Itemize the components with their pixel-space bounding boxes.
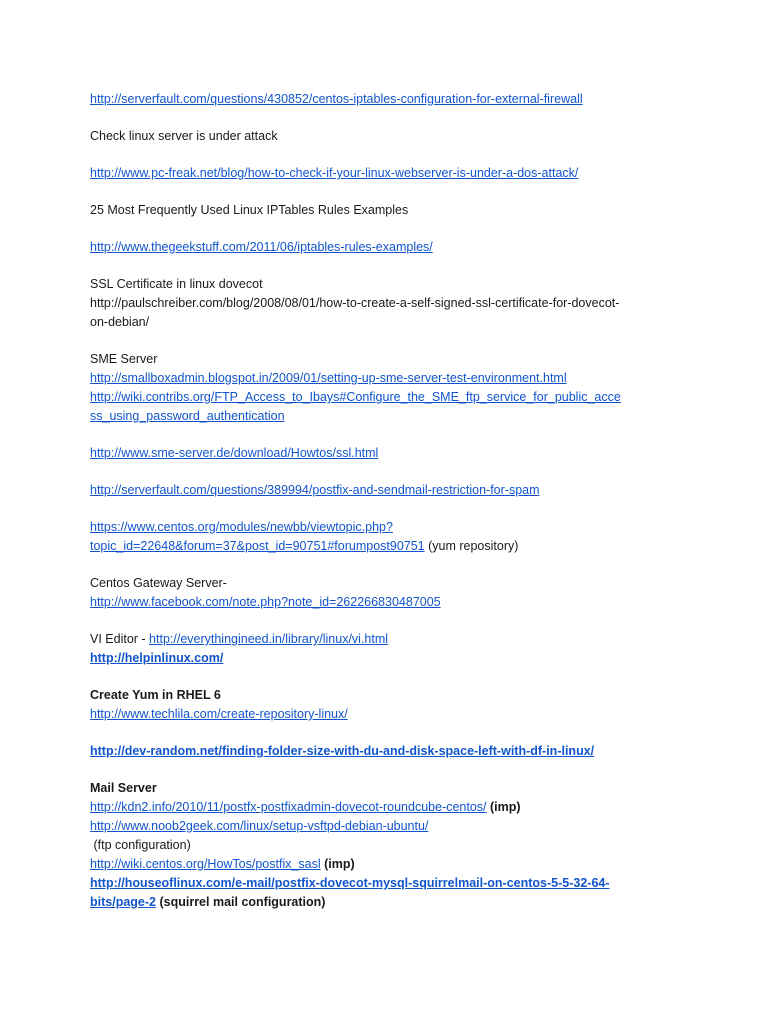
- entry-wiki-centos-sasl: [90, 855, 680, 874]
- entry-vi-editor: [90, 630, 680, 649]
- link-sme-server-ssl[interactable]: http://www.sme-server.de/download/Howtos/ssl.html: [90, 446, 379, 460]
- link-smallboxadmin-sme[interactable]: http://smallboxadmin.blogspot.in/2009/01/setting-up-sme-server-test-environment.html: [90, 371, 567, 385]
- entry-helpinlinux: [90, 649, 680, 668]
- link-wiki-contribs-ftp-line1[interactable]: http://wiki.contribs.org/FTP_Access_to_Ibays#Configure_the_SME_ftp_service_for_public_acce: [90, 390, 621, 404]
- link-pc-freak-dos-attack[interactable]: http://www.pc-freak.net/blog/how-to-check-if-your-linux-webserver-is-under-a-dos-attack/: [90, 166, 579, 180]
- link-houseoflinux-line2[interactable]: bits/page-2: [90, 895, 156, 909]
- heading-create-yum-rhel6: Create Yum in RHEL 6: [90, 688, 221, 702]
- link-centos-forum-line2[interactable]: topic_id=22648&forum=37&post_id=90751#forumpost90751: [90, 539, 425, 553]
- heading-check-linux-under-attack: Check linux server is under attack: [90, 129, 278, 143]
- entry-wiki-contribs-ftp: [90, 388, 680, 407]
- link-thegeekstuff-iptables[interactable]: http://www.thegeekstuff.com/2011/06/iptables-rules-examples/: [90, 240, 433, 254]
- document-body: [90, 90, 680, 912]
- entry-wiki-contribs-ftp-cont: [90, 407, 680, 426]
- spacer: [90, 146, 680, 164]
- spacer: [90, 724, 680, 742]
- entry-smallboxadmin: [90, 369, 680, 388]
- link-noob2geek-vsftpd[interactable]: http://www.noob2geek.com/linux/setup-vsftpd-debian-ubuntu/: [90, 819, 429, 833]
- entry-serverfault-postfix: [90, 481, 680, 500]
- entry-centos-forum-cont: [90, 537, 680, 556]
- entry-pc-freak-dos: [90, 164, 680, 183]
- heading-sme-server: SME Server: [90, 352, 158, 366]
- heading-mail-server: Mail Server: [90, 781, 157, 795]
- spacer: [90, 612, 680, 630]
- spacer: [90, 220, 680, 238]
- link-facebook-note[interactable]: http://www.facebook.com/note.php?note_id=262266830487005: [90, 595, 441, 609]
- link-kdn2-postfix[interactable]: http://kdn2.info/2010/11/postfx-postfixadmin-dovecot-roundcube-centos/: [90, 800, 487, 814]
- entry-houseoflinux-cont: [90, 893, 680, 912]
- link-wiki-centos-postfix-sasl[interactable]: http://wiki.centos.org/HowTos/postfix_sasl: [90, 857, 321, 871]
- heading-ssl-dovecot: SSL Certificate in linux dovecot: [90, 277, 263, 291]
- note-yum-repository: (yum repository): [424, 539, 519, 553]
- link-dev-random-du-df[interactable]: http://dev-random.net/finding-folder-size-with-du-and-disk-space-left-with-df-in-linux/: [90, 744, 595, 758]
- link-techlila-repository[interactable]: http://www.techlila.com/create-repository-linux/: [90, 707, 348, 721]
- link-houseoflinux-line1[interactable]: http://houseoflinux.com/e-mail/postfix-dovecot-mysql-squirrelmail-on-centos-5-5-32-64-: [90, 876, 610, 890]
- link-centos-forum-line1[interactable]: https://www.centos.org/modules/newbb/viewtopic.php?: [90, 520, 393, 534]
- heading-iptables-rules-examples: 25 Most Frequently Used Linux IPTables Rules Examples: [90, 203, 409, 217]
- note-squirrel-mail-configuration: (squirrel mail configuration): [156, 895, 326, 909]
- spacer: [90, 332, 680, 350]
- spacer: [90, 668, 680, 686]
- entry-iptables-external-firewall: [90, 90, 680, 109]
- spacer: [90, 500, 680, 518]
- spacer: [90, 109, 680, 127]
- spacer: [90, 556, 680, 574]
- note-imp: (imp): [486, 800, 521, 814]
- spacer: [90, 761, 680, 779]
- entry-houseoflinux: [90, 874, 680, 893]
- link-helpinlinux[interactable]: http://helpinlinux.com/: [90, 651, 224, 665]
- label-vi-editor: VI Editor -: [90, 632, 150, 646]
- entry-facebook-note: [90, 593, 680, 612]
- link-everythingineed-vi[interactable]: http://everythingineed.in/library/linux/vi.html: [149, 632, 389, 646]
- heading-centos-gateway: Centos Gateway Server-: [90, 576, 227, 590]
- text-paulschreiber-url-line1: http://paulschreiber.com/blog/2008/08/01/how-to-create-a-self-signed-ssl-certificate-for-dovecot-: [90, 296, 620, 310]
- entry-centos-forum: [90, 518, 680, 537]
- spacer: [90, 257, 680, 275]
- link-wiki-contribs-ftp-line2[interactable]: ss_using_password_authentication: [90, 409, 285, 423]
- entry-techlila: [90, 705, 680, 724]
- note-imp: (imp): [320, 857, 355, 871]
- spacer: [90, 183, 680, 201]
- entry-thegeekstuff: [90, 238, 680, 257]
- spacer: [90, 463, 680, 481]
- note-ftp-configuration: (ftp configuration): [90, 838, 191, 852]
- text-paulschreiber-url-line2: on-debian/: [90, 315, 150, 329]
- entry-noob2geek: [90, 817, 680, 836]
- link-serverfault-postfix-spam[interactable]: http://serverfault.com/questions/389994/postfix-and-sendmail-restriction-for-spam: [90, 483, 540, 497]
- link-serverfault-iptables-external-firewall[interactable]: http://serverfault.com/questions/430852/centos-iptables-configuration-for-external-firewall: [90, 92, 583, 106]
- entry-kdn2: [90, 798, 680, 817]
- entry-sme-server-ssl: [90, 444, 680, 463]
- spacer: [90, 426, 680, 444]
- entry-dev-random: [90, 742, 680, 761]
